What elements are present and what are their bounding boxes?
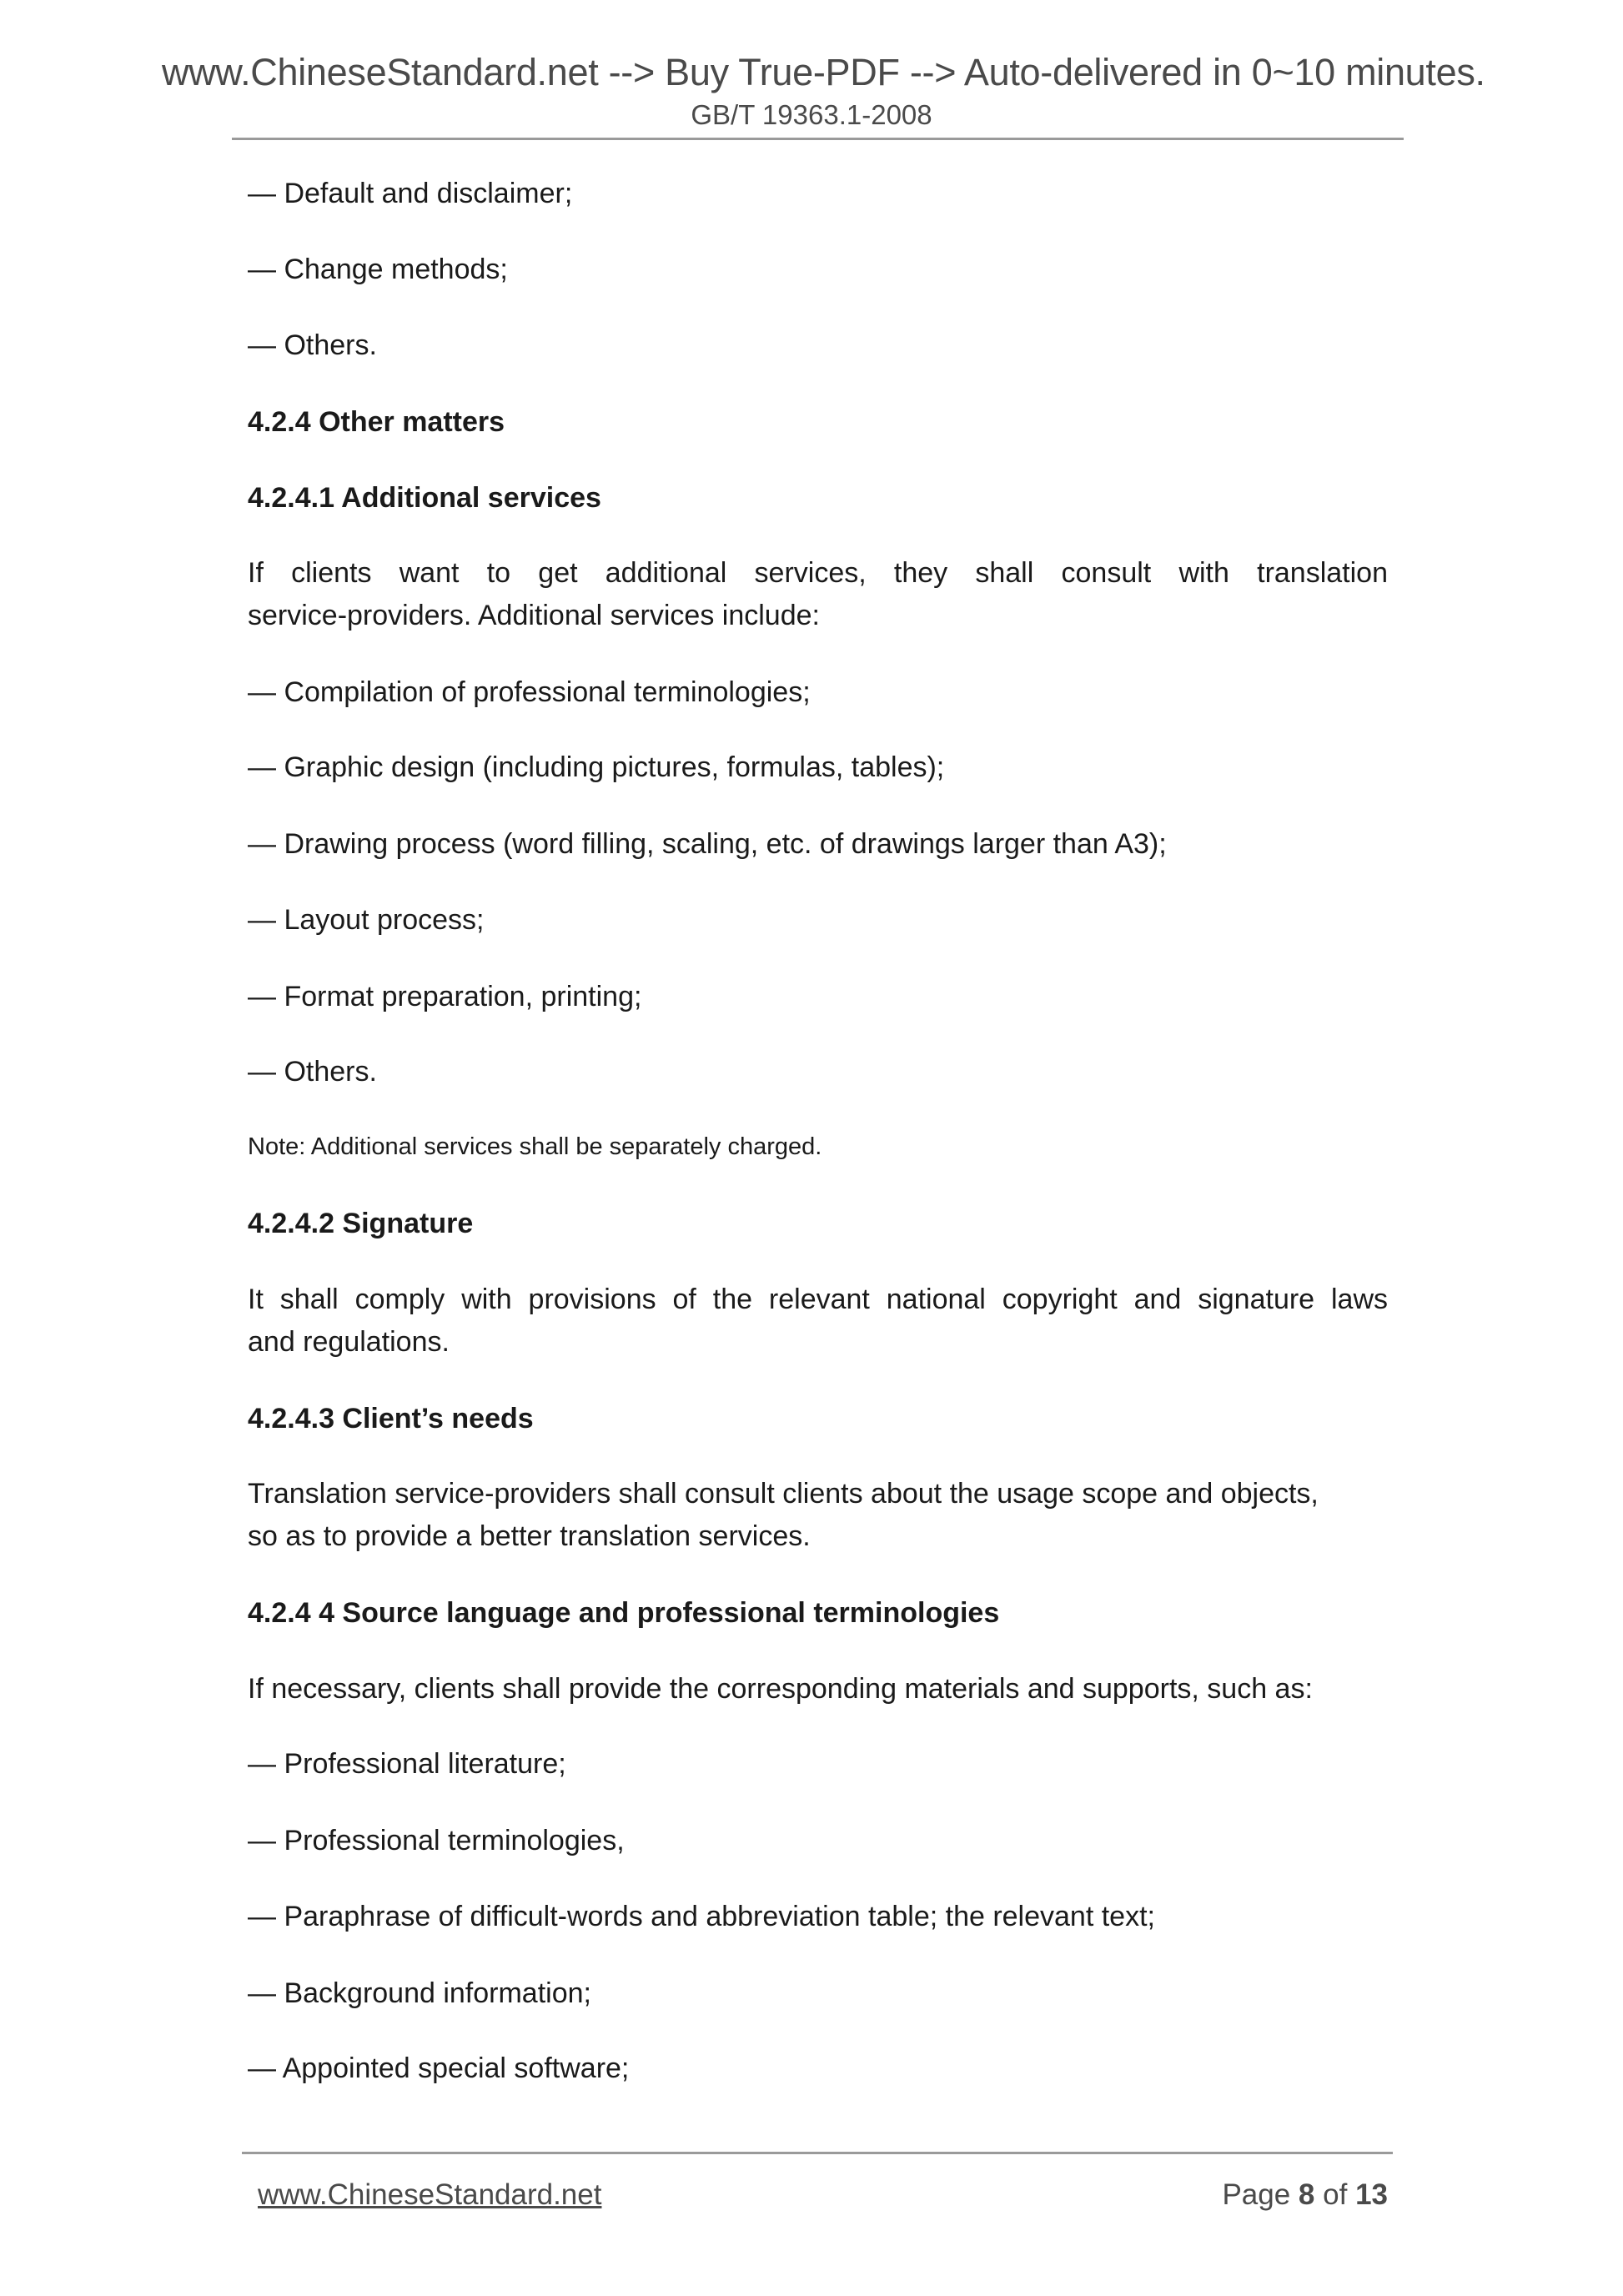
page-total: 13 <box>1355 2178 1388 2211</box>
paragraph-line: Translation service-providers shall consult clients about the usage scope and objects, <box>248 1478 1319 1510</box>
list-item: — Default and disclaimer; <box>248 178 573 209</box>
footer-rule <box>242 2152 1393 2154</box>
list-item: — Change methods; <box>248 254 508 285</box>
paragraph-line: service-providers. Additional services include: <box>248 600 820 631</box>
paragraph-line: so as to provide a better translation services. <box>248 1520 811 1552</box>
footer-link[interactable]: www.ChineseStandard.net <box>258 2178 602 2211</box>
footer-link-wrap <box>258 2178 601 2212</box>
paragraph-line: If clients want to get additional services, they shall consult with translation <box>248 557 1388 589</box>
list-item: — Compilation of professional terminologies; <box>248 676 811 708</box>
list-item: — Appointed special software; <box>248 2052 630 2084</box>
list-item: — Background information; <box>248 1977 591 2009</box>
page-indicator <box>1222 2178 1388 2212</box>
page-number: 8 <box>1298 2178 1315 2211</box>
list-item: — Professional literature; <box>248 1748 566 1780</box>
section-heading: 4.2.4 Other matters <box>248 406 505 438</box>
list-item: — Paraphrase of difficult-words and abbreviation table; the relevant text; <box>248 1901 1155 1932</box>
page-prefix: Page <box>1222 2178 1291 2211</box>
list-item: — Others. <box>248 329 377 361</box>
section-heading: 4.2.4.3 Client’s needs <box>248 1403 534 1434</box>
header-rule <box>232 138 1404 140</box>
header-banner: www.ChineseStandard.net --> Buy True-PDF --> Auto-delivered in 0~10 minutes. <box>162 51 1485 93</box>
note: Note: Additional services shall be separately charged. <box>248 1133 822 1160</box>
list-item: — Layout process; <box>248 904 485 936</box>
section-heading: 4.2.4.1 Additional services <box>248 482 601 514</box>
list-item: — Professional terminologies, <box>248 1825 625 1856</box>
document-id: GB/T 19363.1-2008 <box>691 99 932 130</box>
list-item: — Graphic design (including pictures, formulas, tables); <box>248 751 945 783</box>
list-item: — Format preparation, printing; <box>248 981 642 1012</box>
section-heading: 4.2.4 4 Source language and professional terminologies <box>248 1597 1000 1629</box>
page-of: of <box>1323 2178 1348 2211</box>
section-heading: 4.2.4.2 Signature <box>248 1208 474 1239</box>
paragraph-line: If necessary, clients shall provide the corresponding materials and supports, such as: <box>248 1673 1313 1705</box>
paragraph-line: It shall comply with provisions of the relevant national copyright and signature laws <box>248 1284 1388 1315</box>
paragraph-line: and regulations. <box>248 1326 450 1358</box>
list-item: — Others. <box>248 1056 377 1088</box>
list-item: — Drawing process (word filling, scaling, etc. of drawings larger than A3); <box>248 828 1167 860</box>
